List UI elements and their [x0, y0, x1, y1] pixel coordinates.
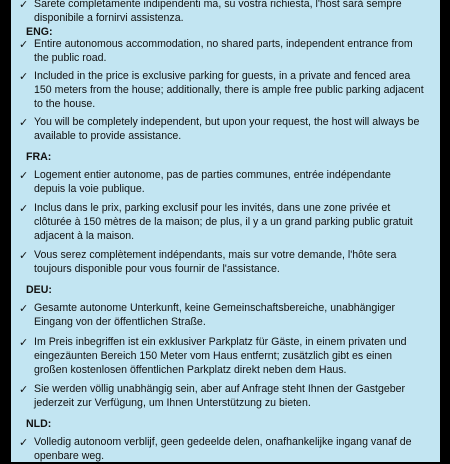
- list-item: ✓ Volledig autonoom verblijf, geen gedeelde delen, onafhankelijke ingang vanaf de openbare weg.: [19, 436, 412, 462]
- section-label-fra: FRA:: [26, 151, 52, 163]
- list-item: ✓ Entire autonomous accommodation, no shared parts, independent entrance from the public road.: [19, 38, 413, 64]
- check-icon: ✓: [19, 436, 29, 449]
- check-icon: ✓: [19, 0, 29, 11]
- list-item: ✓ Im Preis inbegriffen ist ein exklusiver Parkplatz für Gäste, in einem privaten und eingezäunten Bereich 150 Meter vom Haus entfernt; zusätzlich gibt es einen großen kostenlosen öffentlichen Parkplatz direkt neben dem Haus.: [19, 336, 407, 376]
- section-label-eng: ENG:: [26, 26, 53, 38]
- list-item: ✓ Sarete completamente indipendenti ma, su vostra richiesta, l'host sarà sempre disponibile a fornirvi assistenza.: [19, 0, 402, 24]
- list-item: ✓ You will be completely independent, but upon your request, the host will always be available to provide assistance.: [19, 116, 420, 142]
- check-icon: ✓: [19, 116, 29, 129]
- list-item: ✓ Logement entier autonome, pas de parties communes, entrée indépendante depuis la voie publique.: [19, 169, 391, 195]
- check-icon: ✓: [19, 38, 29, 51]
- list-item: ✓ Vous serez complètement indépendants, mais sur votre demande, l'hôte sera toujours disponible pour vous fournir de l'assistance.: [19, 249, 397, 275]
- list-item: ✓ Included in the price is exclusive parking for guests, in a private and fenced area 150 meters from the house; additionally, there is ample free public parking adjacent to the house.: [19, 70, 424, 110]
- check-icon: ✓: [19, 169, 29, 182]
- check-icon: ✓: [19, 70, 29, 83]
- list-item: ✓ Inclus dans le prix, parking exclusif pour les invités, dans une zone privée et clôturée à 150 mètres de la maison; de plus, il y a un grand parking public gratuit adjacent à la maison.: [19, 202, 413, 242]
- list-item: ✓ Sie werden völlig unabhängig sein, aber auf Anfrage steht Ihnen der Gastgeber jederzeit zur Verfügung, um Ihnen Unterstützung zu bieten.: [19, 383, 406, 409]
- info-panel: [11, 0, 440, 462]
- section-label-nld: NLD:: [26, 418, 52, 430]
- check-icon: ✓: [19, 202, 29, 215]
- check-icon: ✓: [19, 249, 29, 262]
- check-icon: ✓: [19, 383, 29, 396]
- check-icon: ✓: [19, 302, 29, 315]
- check-icon: ✓: [19, 336, 29, 349]
- section-label-deu: DEU:: [26, 284, 52, 296]
- list-item: ✓ Gesamte autonome Unterkunft, keine Gemeinschaftsbereiche, unabhängiger Eingang von der öffentlichen Straße.: [19, 302, 395, 328]
